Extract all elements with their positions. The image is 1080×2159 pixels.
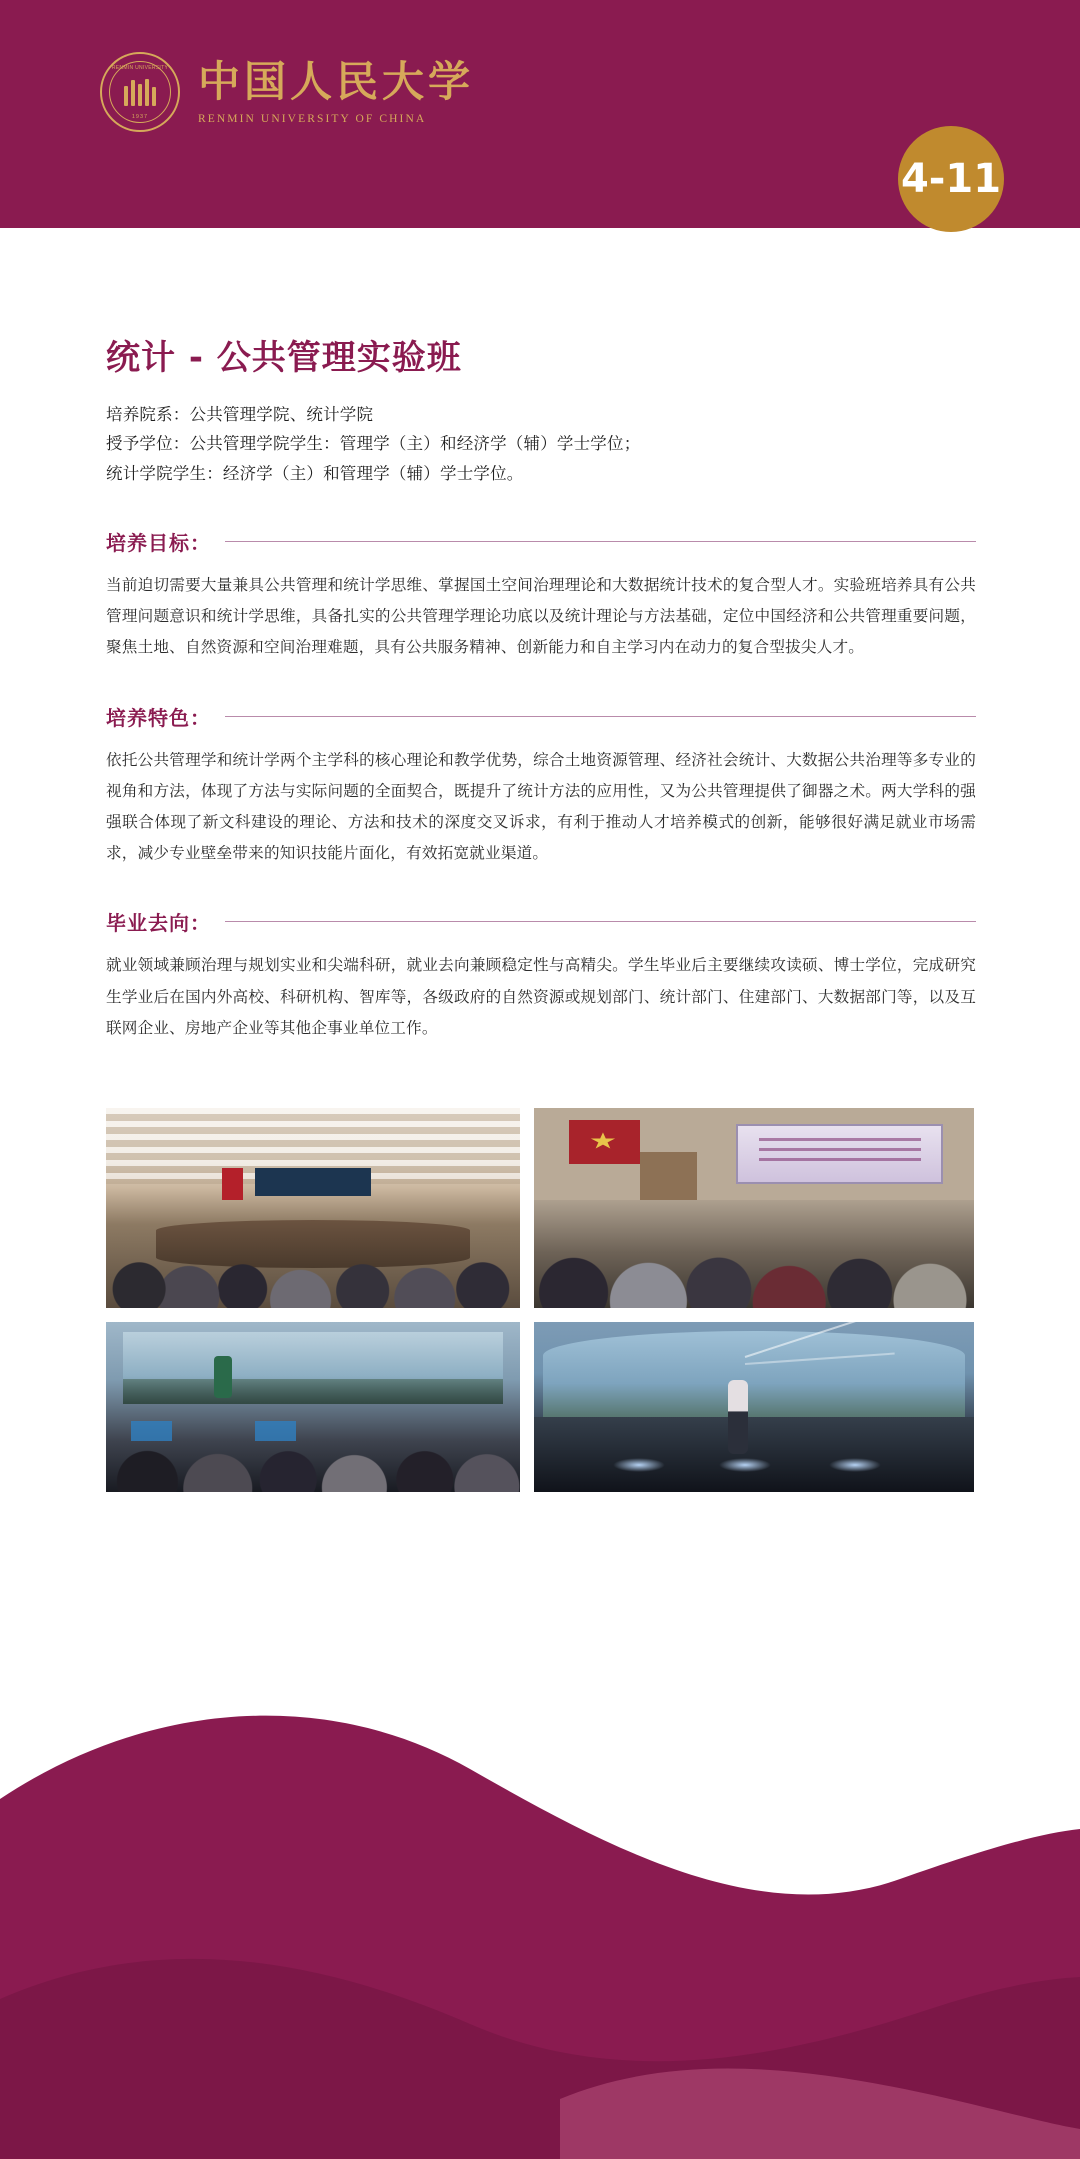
spotlight-detail xyxy=(613,1458,665,1472)
section-features-body: 依托公共管理学和统计学两个主学科的核心理论和教学优势，综合土地资源管理、经济社会统计、大数据公共治理等多专业的视角和方法，体现了方法与实际问题的全面契合，既提升了统计方法的应用性，又为公共管理提供了御器之术。两大学科的强强联合体现了新文科建设的理论、方法和技术的深度交叉诉求，有利于推动人才培养模式的创新，能够很好满足就业市场需求，减少专业壁垒带来的知识技能片面化，有效拓宽就业渠道。 xyxy=(106,751,976,863)
section-divider xyxy=(225,716,976,717)
slide-line xyxy=(759,1138,921,1141)
university-seal-icon xyxy=(100,52,180,132)
meta-line-departments: 培养院系：公共管理学院、统计学院 xyxy=(106,406,374,424)
section-objectives-label: 培养目标： xyxy=(106,533,211,556)
students-detail xyxy=(534,1196,974,1308)
seal-year-text: 1937 xyxy=(131,114,149,120)
university-name-cn: 中国人民大学 xyxy=(198,57,475,107)
section-features-header xyxy=(106,702,976,731)
section-objectives-body: 当前迫切需要大量兼具公共管理和统计学思维、掌握国土空间治理理论和大数据统计技术的复合型人才。实验班培养具有公共管理问题意识和统计学思维，具备扎实的公共管理学理论功底以及统计理论与方法基础，定位中国经济和公共管理重要问题，聚焦土地、自然资源和空间治理难题，具有公共服务精神、创新能力和自主学习内在动力的复合型拔尖人才。 xyxy=(106,577,976,657)
section-careers-label: 毕业去向： xyxy=(106,913,211,936)
university-name-en: RENMIN UNIVERSITY OF CHINA xyxy=(198,112,427,125)
section-careers-header xyxy=(106,907,976,936)
program-meta xyxy=(106,401,976,489)
section-divider xyxy=(225,921,976,922)
wave-secondary xyxy=(0,1959,1080,2159)
seal-bars-icon xyxy=(124,78,156,106)
dome-screen-detail xyxy=(543,1331,965,1426)
footer-wave-svg xyxy=(0,1629,1080,2159)
slide-line xyxy=(759,1148,921,1151)
seal-top-text: RENMIN UNIVERSITY xyxy=(111,65,169,71)
spotlight-detail xyxy=(829,1458,881,1472)
section-objectives xyxy=(106,527,976,664)
party-flag-detail xyxy=(569,1120,639,1164)
meta-line-degree-2: 统计学院学生：经济学（主）和管理学（辅）学士学位。 xyxy=(106,464,524,483)
presenter-detail xyxy=(214,1356,232,1398)
footer-decoration xyxy=(0,1629,1080,2159)
presenter-detail xyxy=(728,1380,748,1454)
section-objectives-header xyxy=(106,527,976,556)
section-careers-body: 就业领域兼顾治理与规划实业和尖端科研，就业去向兼顾稳定性与高精尖。学生毕业后主要继续攻读硕、博士学位，完成研究生学业后在国内外高校、科研机构、智库等，各级政府的自然资源或规划部门、统计部门、住建部门、大数据部门等，以及互联网企业、房地产企业等其他企事业单位工作。 xyxy=(106,957,976,1037)
page-title: 统计 - 公共管理实验班 xyxy=(106,338,462,378)
photo-vr-dome xyxy=(534,1322,974,1492)
photo-meeting-room xyxy=(106,1108,520,1308)
attendees-detail xyxy=(106,1212,520,1308)
floor-detail xyxy=(534,1417,974,1492)
large-display-detail xyxy=(123,1332,504,1403)
students-detail xyxy=(106,1404,520,1492)
slide-line xyxy=(759,1158,921,1161)
main-content xyxy=(106,330,976,1044)
meta-line-degree-1: 授予学位：公共管理学院学生：管理学（主）和经济学（辅）学士学位； xyxy=(106,435,641,454)
university-wordmark xyxy=(198,59,474,124)
section-careers xyxy=(106,907,976,1044)
photo-gallery xyxy=(106,1108,974,1492)
photo-lecture-hall xyxy=(534,1108,974,1308)
section-divider xyxy=(225,541,976,542)
screen-detail xyxy=(255,1168,371,1196)
wave-accent xyxy=(560,2069,1080,2159)
section-features-label: 培养特色： xyxy=(106,707,211,730)
photo-computer-lab xyxy=(106,1322,520,1492)
section-features xyxy=(106,702,976,870)
flag-detail xyxy=(222,1168,243,1200)
university-logo xyxy=(100,52,474,132)
podium-detail xyxy=(640,1152,697,1200)
spotlight-detail xyxy=(719,1458,771,1472)
page-number-badge: 4-11 xyxy=(898,126,1004,232)
projection-screen-detail xyxy=(736,1124,942,1184)
wave-primary xyxy=(0,1716,1080,2159)
